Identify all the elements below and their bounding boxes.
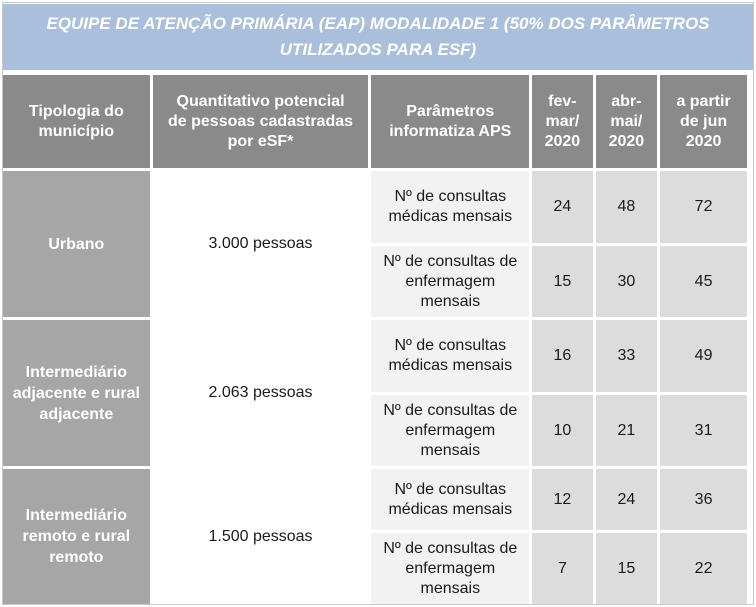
value-jun: 36 (660, 469, 747, 530)
value-jun: 22 (660, 533, 747, 604)
parametro-cell: Nº de consultas de enfermagem mensais (371, 246, 529, 317)
quantitativo-cell: 1.500 pessoas (153, 469, 369, 604)
value-abr-mai: 33 (596, 320, 658, 392)
value-fev-mar: 10 (532, 395, 592, 466)
value-jun: 45 (660, 246, 747, 317)
tipologia-cell: Intermediário remoto e rural remoto (3, 469, 150, 604)
value-jun: 72 (660, 171, 747, 243)
header-parametros: Parâmetros informatiza APS (371, 75, 529, 168)
table-row (3, 469, 747, 530)
value-abr-mai: 15 (596, 533, 658, 604)
parametro-cell: Nº de consultas médicas mensais (371, 320, 529, 392)
header-abr-mai: abr-mai/ 2020 (596, 75, 658, 168)
quantitativo-cell: 3.000 pessoas (153, 171, 369, 317)
table-row (3, 320, 747, 392)
header-tipologia: Tipologia do município (3, 75, 150, 168)
value-fev-mar: 24 (532, 171, 592, 243)
header-quantitativo: Quantitativo potencial de pessoas cadastradas por eSF* (153, 75, 369, 168)
parametro-cell: Nº de consultas médicas mensais (371, 171, 529, 243)
value-fev-mar: 12 (532, 469, 592, 530)
header-fev-mar: fev-mar/ 2020 (532, 75, 592, 168)
value-fev-mar: 15 (532, 246, 592, 317)
value-abr-mai: 30 (596, 246, 658, 317)
parametro-cell: Nº de consultas de enfermagem mensais (371, 533, 529, 604)
value-abr-mai: 21 (596, 395, 658, 466)
value-jun: 49 (660, 320, 747, 392)
value-abr-mai: 24 (596, 469, 658, 530)
value-abr-mai: 48 (596, 171, 658, 243)
table-title: EQUIPE DE ATENÇÃO PRIMÁRIA (EAP) MODALIDADE 1 (50% DOS PARÂMETROS UTILIZADOS PARA ESF) (3, 4, 753, 70)
value-jun: 31 (660, 395, 747, 466)
value-fev-mar: 7 (532, 533, 592, 604)
value-fev-mar: 16 (532, 320, 592, 392)
header-row (3, 75, 747, 168)
parameters-table (0, 72, 750, 607)
parametro-cell: Nº de consultas médicas mensais (371, 469, 529, 530)
header-jun: a partir de jun 2020 (660, 75, 747, 168)
tipologia-cell: Intermediário adjacente e rural adjacente (3, 320, 150, 466)
quantitativo-cell: 2.063 pessoas (153, 320, 369, 466)
table-row (3, 171, 747, 243)
parametro-cell: Nº de consultas de enfermagem mensais (371, 395, 529, 466)
tipologia-cell: Urbano (3, 171, 150, 317)
